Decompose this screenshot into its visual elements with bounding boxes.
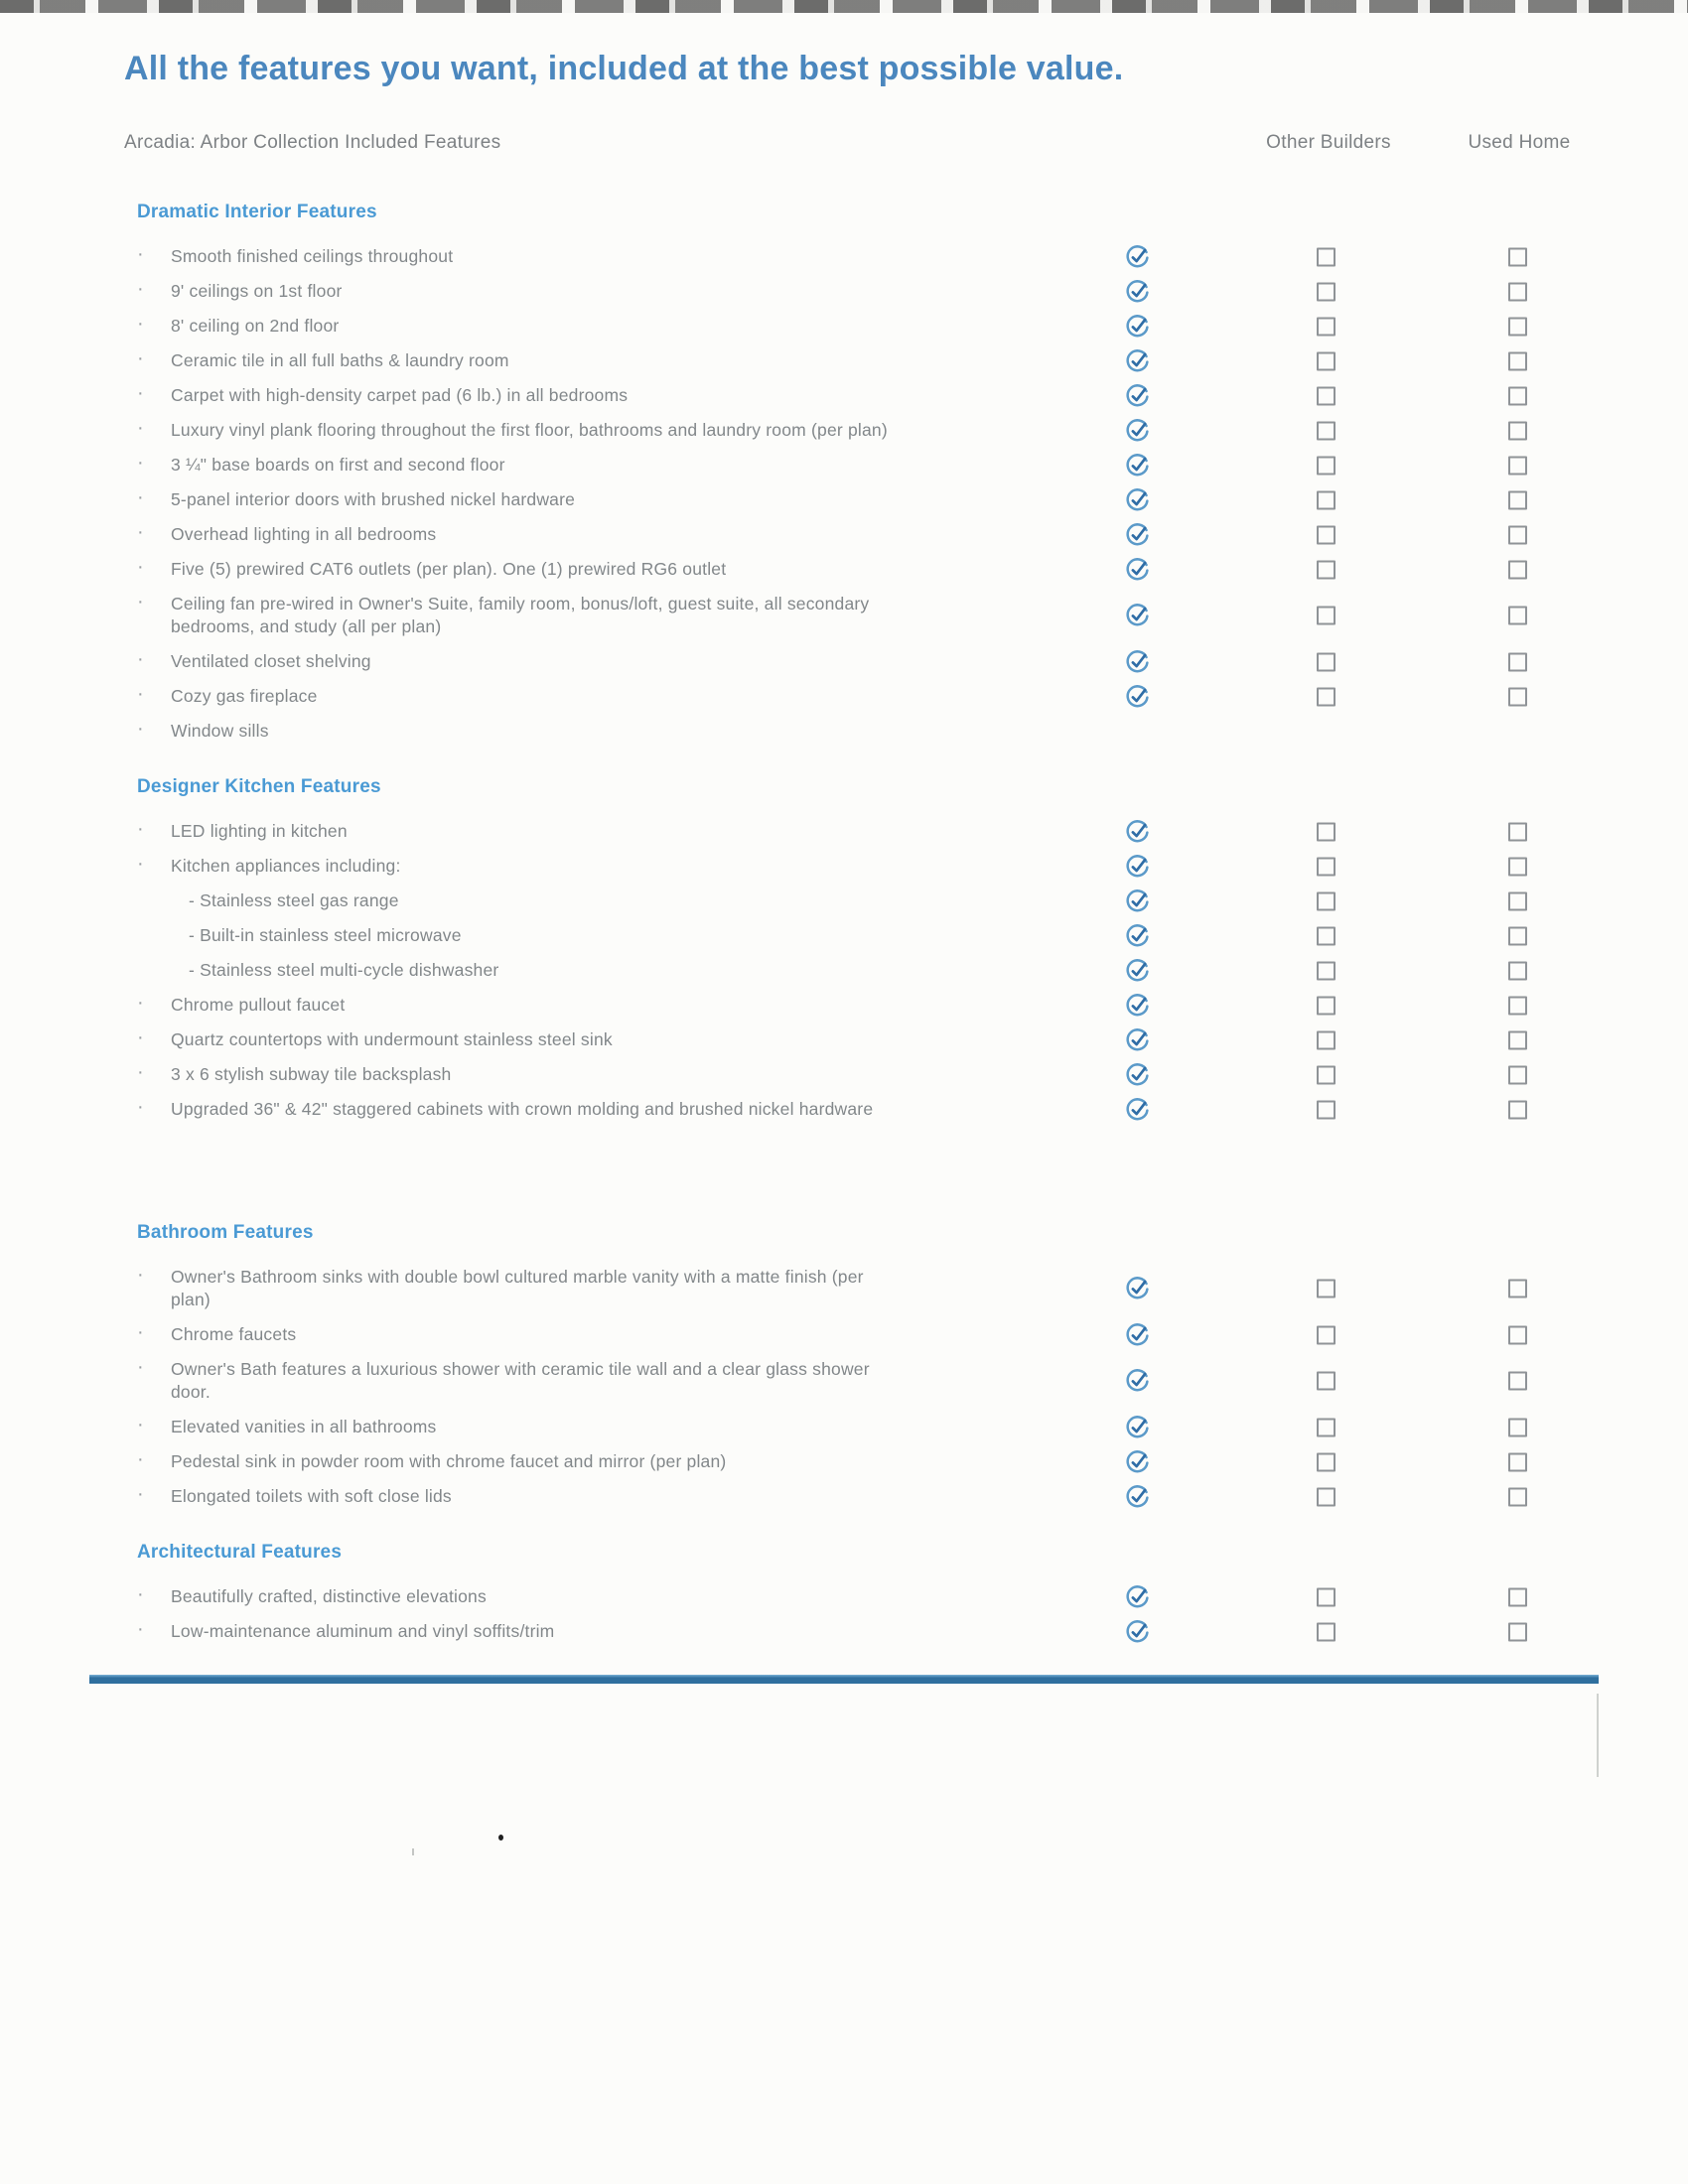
- arcadia-check-circle-icon: [1125, 314, 1150, 339]
- used-home-checkbox: [1508, 1418, 1527, 1436]
- bullet-icon: ·: [137, 556, 144, 578]
- arcadia-check-circle-icon: [1125, 1027, 1150, 1052]
- feature-label: Upgraded 36" & 42" staggered cabinets with crown molding and brushed nickel hardware: [171, 1099, 874, 1119]
- feature-label: Five (5) prewired CAT6 outlets (per plan). One (1) prewired RG6 outlet: [171, 559, 727, 579]
- feature-label: Luxury vinyl plank flooring throughout the first floor, bathrooms and laundry room (per plan): [171, 420, 888, 440]
- bullet-icon: ·: [137, 818, 144, 840]
- feature-label: - Built-in stainless steel microwave: [189, 925, 462, 945]
- section-dramatic-interior-features: [0, 202, 1688, 743]
- arcadia-check-circle-icon: [1125, 684, 1150, 709]
- feature-row: [0, 855, 1688, 878]
- feature-row: [0, 959, 1688, 982]
- other-builders-checkbox: [1317, 1487, 1336, 1506]
- arcadia-check-circle-icon: [1125, 383, 1150, 408]
- feature-row: [0, 1063, 1688, 1086]
- arcadia-check-circle-icon: [1125, 854, 1150, 879]
- bullet-icon: ·: [137, 1026, 144, 1048]
- other-builders-checkbox: [1317, 652, 1336, 671]
- feature-label: Ceramic tile in all full baths & laundry room: [171, 350, 509, 370]
- used-home-checkbox: [1508, 490, 1527, 509]
- arcadia-check-circle-icon: [1125, 1097, 1150, 1122]
- feature-label: Beautifully crafted, distinctive elevations: [171, 1586, 487, 1606]
- feature-row: [0, 593, 1688, 638]
- other-builders-checkbox: [1317, 317, 1336, 336]
- arcadia-check-circle-icon: [1125, 1584, 1150, 1609]
- arcadia-check-circle-icon: [1125, 1062, 1150, 1087]
- feature-label: 3 x 6 stylish subway tile backsplash: [171, 1064, 452, 1084]
- arcadia-check-circle-icon: [1125, 958, 1150, 983]
- arcadia-check-circle-icon: [1125, 279, 1150, 304]
- feature-row: [0, 280, 1688, 303]
- column-header-other-builders: Other Builders: [1266, 132, 1391, 153]
- feature-label: Cozy gas fireplace: [171, 686, 318, 706]
- used-home-checkbox: [1508, 317, 1527, 336]
- feature-row: [0, 1323, 1688, 1346]
- other-builders-checkbox: [1317, 996, 1336, 1015]
- feature-row: [0, 1450, 1688, 1473]
- arcadia-check-circle-icon: [1125, 1369, 1150, 1394]
- other-builders-checkbox: [1317, 1587, 1336, 1606]
- arcadia-check-circle-icon: [1125, 819, 1150, 844]
- feature-label: Kitchen appliances including:: [171, 856, 401, 876]
- section-title: Designer Kitchen Features: [137, 776, 381, 797]
- arcadia-check-circle-icon: [1125, 348, 1150, 373]
- bullet-icon: ·: [137, 521, 144, 543]
- feature-row: [0, 349, 1688, 372]
- feature-sections: [0, 202, 1688, 1643]
- used-home-checkbox: [1508, 386, 1527, 405]
- used-home-checkbox: [1508, 560, 1527, 579]
- feature-row: [0, 720, 1688, 743]
- bullet-icon: ·: [137, 683, 144, 705]
- other-builders-checkbox: [1317, 1622, 1336, 1641]
- arcadia-check-circle-icon: [1125, 1484, 1150, 1509]
- feature-label: Low-maintenance aluminum and vinyl soffits/trim: [171, 1621, 555, 1641]
- other-builders-checkbox: [1317, 490, 1336, 509]
- feature-row: [0, 245, 1688, 268]
- bullet-icon: ·: [137, 1414, 144, 1435]
- used-home-checkbox: [1508, 1372, 1527, 1391]
- bullet-icon: ·: [137, 1448, 144, 1470]
- used-home-checkbox: [1508, 282, 1527, 301]
- other-builders-checkbox: [1317, 1065, 1336, 1084]
- feature-row: [0, 685, 1688, 708]
- scan-artifact-line: [1597, 1694, 1599, 1777]
- arcadia-check-circle-icon: [1125, 557, 1150, 582]
- other-builders-checkbox: [1317, 560, 1336, 579]
- feature-row: [0, 994, 1688, 1017]
- other-builders-checkbox: [1317, 525, 1336, 544]
- feature-label: Smooth finished ceilings throughout: [171, 246, 454, 266]
- feature-row: [0, 820, 1688, 843]
- arcadia-check-circle-icon: [1125, 1449, 1150, 1474]
- arcadia-check-circle-icon: [1125, 888, 1150, 913]
- bullet-icon: ·: [137, 1096, 144, 1118]
- feature-label: 9' ceilings on 1st floor: [171, 281, 343, 301]
- bullet-icon: ·: [137, 992, 144, 1014]
- used-home-checkbox: [1508, 1622, 1527, 1641]
- used-home-checkbox: [1508, 525, 1527, 544]
- feature-label: Pedestal sink in powder room with chrome faucet and mirror (per plan): [171, 1451, 727, 1471]
- other-builders-checkbox: [1317, 351, 1336, 370]
- section-bathroom-features: [0, 1222, 1688, 1508]
- other-builders-checkbox: [1317, 607, 1336, 625]
- used-home-checkbox: [1508, 1587, 1527, 1606]
- feature-label: 5-panel interior doors with brushed nickel hardware: [171, 489, 576, 509]
- feature-row: [0, 523, 1688, 546]
- feature-row: [0, 454, 1688, 477]
- bullet-icon: ·: [137, 591, 144, 613]
- used-home-checkbox: [1508, 421, 1527, 440]
- other-builders-checkbox: [1317, 1325, 1336, 1344]
- feature-row: [0, 1485, 1688, 1508]
- bullet-icon: ·: [137, 243, 144, 265]
- used-home-checkbox: [1508, 652, 1527, 671]
- used-home-checkbox: [1508, 247, 1527, 266]
- bullet-icon: ·: [137, 452, 144, 474]
- feature-row: [0, 1028, 1688, 1051]
- arcadia-check-circle-icon: [1125, 993, 1150, 1018]
- arcadia-check-circle-icon: [1125, 418, 1150, 443]
- page-title: All the features you want, included at the best possible value.: [124, 50, 1124, 87]
- feature-row: [0, 384, 1688, 407]
- arcadia-check-circle-icon: [1125, 649, 1150, 674]
- bullet-icon: ·: [137, 1618, 144, 1640]
- other-builders-checkbox: [1317, 1030, 1336, 1049]
- section-title: Bathroom Features: [137, 1222, 314, 1243]
- bullet-icon: ·: [137, 648, 144, 670]
- other-builders-checkbox: [1317, 456, 1336, 475]
- bullet-icon: ·: [137, 1321, 144, 1343]
- bullet-icon: ·: [137, 347, 144, 369]
- bullet-icon: ·: [137, 382, 144, 404]
- used-home-checkbox: [1508, 1325, 1527, 1344]
- arcadia-check-circle-icon: [1125, 1415, 1150, 1439]
- feature-row: [0, 1266, 1688, 1311]
- scan-artifact-dot: [498, 1835, 503, 1841]
- used-home-checkbox: [1508, 961, 1527, 980]
- used-home-checkbox: [1508, 456, 1527, 475]
- scan-artifact-tick: [412, 1848, 414, 1855]
- section-architectural-features: [0, 1542, 1688, 1643]
- feature-row: [0, 315, 1688, 338]
- arcadia-check-circle-icon: [1125, 604, 1150, 628]
- column-header-used-home: Used Home: [1468, 132, 1571, 153]
- feature-label: Quartz countertops with undermount stainless steel sink: [171, 1029, 613, 1049]
- other-builders-checkbox: [1317, 386, 1336, 405]
- other-builders-checkbox: [1317, 1452, 1336, 1471]
- bullet-icon: ·: [137, 486, 144, 508]
- feature-row: [0, 558, 1688, 581]
- other-builders-checkbox: [1317, 1372, 1336, 1391]
- used-home-checkbox: [1508, 822, 1527, 841]
- feature-row: [0, 889, 1688, 912]
- arcadia-check-circle-icon: [1125, 244, 1150, 269]
- used-home-checkbox: [1508, 857, 1527, 876]
- used-home-checkbox: [1508, 1487, 1527, 1506]
- used-home-checkbox: [1508, 926, 1527, 945]
- other-builders-checkbox: [1317, 891, 1336, 910]
- feature-label: Overhead lighting in all bedrooms: [171, 524, 437, 544]
- feature-label: Chrome faucets: [171, 1324, 297, 1344]
- bullet-icon: ·: [137, 278, 144, 300]
- bullet-icon: ·: [137, 1264, 144, 1286]
- section-title: Architectural Features: [137, 1542, 343, 1563]
- arcadia-check-circle-icon: [1125, 487, 1150, 512]
- bullet-icon: ·: [137, 1356, 144, 1378]
- other-builders-checkbox: [1317, 1100, 1336, 1119]
- feature-row: [0, 1098, 1688, 1121]
- arcadia-check-circle-icon: [1125, 1322, 1150, 1347]
- used-home-checkbox: [1508, 1452, 1527, 1471]
- feature-row: [0, 1585, 1688, 1608]
- bullet-icon: ·: [137, 1483, 144, 1505]
- section-designer-kitchen-features: [0, 776, 1688, 1121]
- other-builders-checkbox: [1317, 1418, 1336, 1436]
- scan-artifact-strip: [0, 0, 1688, 13]
- feature-label: 3 ¼" base boards on first and second floor: [171, 455, 505, 475]
- other-builders-checkbox: [1317, 926, 1336, 945]
- used-home-checkbox: [1508, 996, 1527, 1015]
- other-builders-checkbox: [1317, 687, 1336, 706]
- other-builders-checkbox: [1317, 822, 1336, 841]
- bullet-icon: ·: [137, 1061, 144, 1083]
- feature-row: [0, 1416, 1688, 1438]
- used-home-checkbox: [1508, 687, 1527, 706]
- feature-row: [0, 924, 1688, 947]
- collection-header: Arcadia: Arbor Collection Included Features: [124, 132, 501, 153]
- feature-label: - Stainless steel gas range: [189, 890, 399, 910]
- feature-row: [0, 1620, 1688, 1643]
- bullet-icon: ·: [137, 417, 144, 439]
- other-builders-checkbox: [1317, 1280, 1336, 1298]
- arcadia-check-circle-icon: [1125, 1277, 1150, 1301]
- feature-label: Owner's Bath features a luxurious shower with ceramic tile wall and a clear glass shower door.: [171, 1359, 870, 1402]
- used-home-checkbox: [1508, 1280, 1527, 1298]
- bullet-icon: ·: [137, 1583, 144, 1605]
- feature-label: Elongated toilets with soft close lids: [171, 1486, 452, 1506]
- feature-label: - Stainless steel multi-cycle dishwasher: [189, 960, 499, 980]
- feature-label: Owner's Bathroom sinks with double bowl cultured marble vanity with a matte finish (per plan): [171, 1267, 864, 1309]
- feature-label: Elevated vanities in all bathrooms: [171, 1417, 437, 1436]
- feature-row: [0, 488, 1688, 511]
- arcadia-check-circle-icon: [1125, 522, 1150, 547]
- feature-label: Ventilated closet shelving: [171, 651, 371, 671]
- arcadia-check-circle-icon: [1125, 453, 1150, 478]
- bullet-icon: ·: [137, 718, 144, 740]
- section-title: Dramatic Interior Features: [137, 202, 377, 222]
- used-home-checkbox: [1508, 891, 1527, 910]
- bullet-icon: ·: [137, 313, 144, 335]
- table-header-row: [0, 132, 1688, 154]
- feature-label: 8' ceiling on 2nd floor: [171, 316, 340, 336]
- used-home-checkbox: [1508, 1030, 1527, 1049]
- feature-label: LED lighting in kitchen: [171, 821, 348, 841]
- other-builders-checkbox: [1317, 857, 1336, 876]
- feature-label: Chrome pullout faucet: [171, 995, 346, 1015]
- feature-label: Ceiling fan pre-wired in Owner's Suite, family room, bonus/loft, guest suite, all secondary bedrooms, and study (all per plan): [171, 594, 870, 636]
- used-home-checkbox: [1508, 607, 1527, 625]
- used-home-checkbox: [1508, 1065, 1527, 1084]
- bullet-icon: ·: [137, 853, 144, 875]
- used-home-checkbox: [1508, 1100, 1527, 1119]
- other-builders-checkbox: [1317, 961, 1336, 980]
- used-home-checkbox: [1508, 351, 1527, 370]
- feature-label: Carpet with high-density carpet pad (6 lb.) in all bedrooms: [171, 385, 629, 405]
- other-builders-checkbox: [1317, 421, 1336, 440]
- other-builders-checkbox: [1317, 282, 1336, 301]
- other-builders-checkbox: [1317, 247, 1336, 266]
- arcadia-check-circle-icon: [1125, 923, 1150, 948]
- feature-label: Window sills: [171, 721, 269, 741]
- arcadia-check-circle-icon: [1125, 1619, 1150, 1644]
- feature-row: [0, 1358, 1688, 1404]
- feature-row: [0, 419, 1688, 442]
- footer-rule: [89, 1675, 1599, 1684]
- feature-row: [0, 650, 1688, 673]
